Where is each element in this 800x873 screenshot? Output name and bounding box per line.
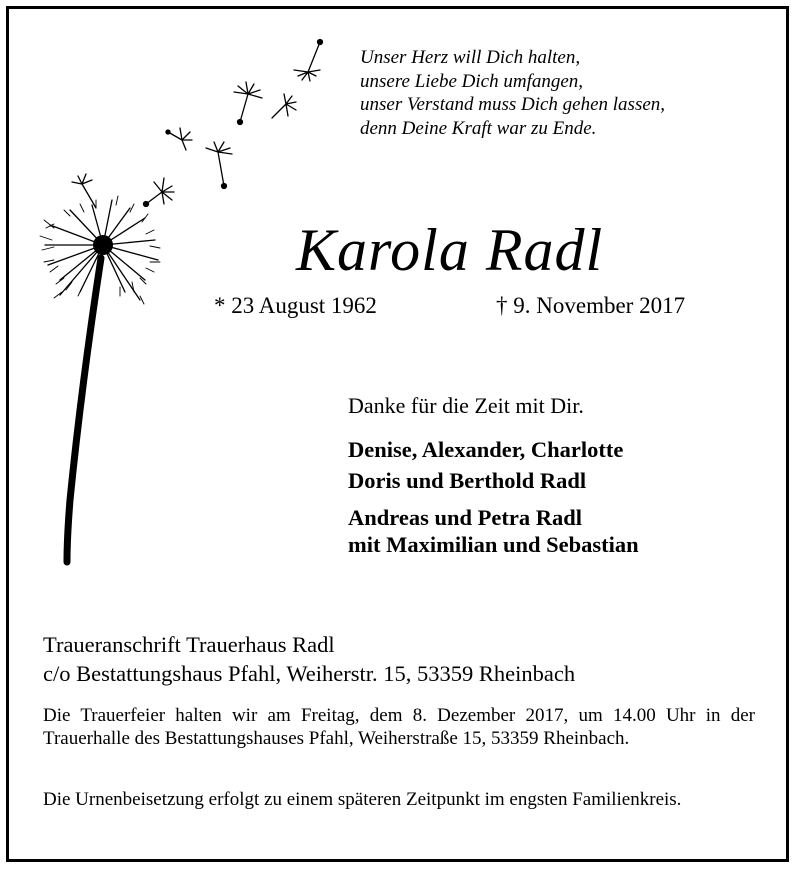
mourner-line: mit Maximilian und Sebastian <box>348 532 639 557</box>
address-line: Traueranschrift Trauerhaus Radl <box>43 632 335 657</box>
poem-line: Unser Herz will Dich halten, <box>360 47 581 68</box>
birth-date: * 23 August 1962 <box>214 293 377 318</box>
mourners-list <box>348 434 639 558</box>
ceremony-text: Die Trauerfeier halten wir am Freitag, dem 8. Dezember 2017, um 14.00 Uhr in der Trauerhalle des Bestattungshauses Pfahl, Weiherstraße 15, 53359 Rheinbach. <box>43 705 755 749</box>
mourner-line: Andreas und Petra Radl <box>348 505 582 530</box>
poem-line: unsere Liebe Dich umfangen, <box>360 70 584 92</box>
burial-text: Die Urnenbeisetzung erfolgt zu einem späteren Zeitpunkt im engsten Familienkreis. <box>43 789 682 810</box>
mourner-line: Denise, Alexander, Charlotte <box>348 437 624 462</box>
poem-line: denn Deine Kraft war zu Ende. <box>360 117 597 139</box>
mourning-address <box>43 630 575 688</box>
poem <box>360 46 665 140</box>
address-line: c/o Bestattungshaus Pfahl, Weiherstr. 15, 53359 Rheinbach <box>43 661 576 686</box>
thanks-line: Danke für die Zeit mit Dir. <box>348 393 584 418</box>
poem-line: unser Verstand muss Dich gehen lassen, <box>360 94 666 115</box>
deceased-name: Karola Radl <box>296 217 604 283</box>
mourner-line: Doris und Berthold Radl <box>348 468 587 493</box>
death-date: † 9. November 2017 <box>496 293 686 318</box>
